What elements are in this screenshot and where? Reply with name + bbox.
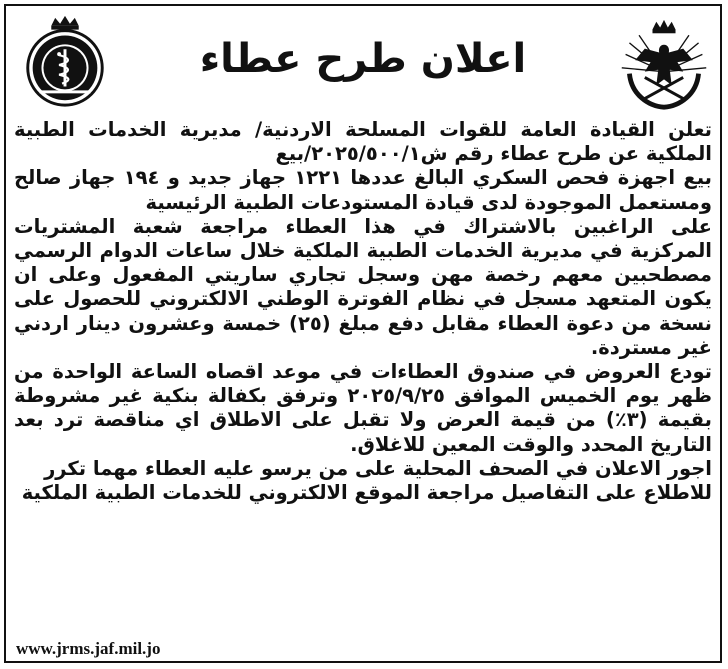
website-link[interactable]: www.jrms.jaf.mil.jo (16, 639, 161, 658)
paragraph-intro: تعلن القيادة العامة للقوات المسلحة الاردنية/ مديرية الخدمات الطبية الملكية عن طرح عطاء رقم ش٢٠٢٥/٥٠٠/١/بيع (14, 118, 712, 166)
paragraph-fees: اجور الاعلان في الصحف المحلية على من يرسو عليه العطاء مهما تكرر (44, 456, 712, 480)
paragraph-eligibility: على الراغبين بالاشتراك في هذا العطاء مراجعة شعبة المشتريات المركزية في مديرية الخدمات الطبية الملكية خلال ساعات الدوام الرسمي مصطحبين معهم رخصة مهن وسجل تجاري ساريتي المفعول وعلى ان يكون المتعهد مسجل في نظام الفوترة الوطني الالكتروني للحصول على نسخة من دعوة العطاء مقابل دفع مبلغ (٢٥) خمسة وعشرون دينار اردني غير مستردة. (14, 214, 713, 359)
announcement-frame (4, 4, 722, 663)
royal-medical-services-emblem-icon (16, 12, 114, 110)
page-title: اعلان طرح عطاء (199, 36, 527, 82)
armed-forces-eagle-emblem-icon (616, 16, 712, 112)
paragraph-details: للاطلاع على التفاصيل مراجعة الموقع الالكتروني للخدمات الطبية الملكية (21, 481, 712, 505)
paragraph-submission: تودع العروض في صندوق العطاءات في موعد اقصاه الساعة الواحدة من ظهر يوم الخميس الموافق ٢٠٢٥/٩/٢٥ وترفق بكفالة بنكية غير مشروطة بقيمة (٣٪) من قيمة العرض ولا تقبل على الاطلاق اي مناقصة ترد بعد التاريخ المحدد والوقت المعين للاغلاق. (14, 360, 712, 456)
announcement-body (14, 118, 712, 505)
header (6, 6, 720, 116)
paragraph-subject: بيع اجهزة فحص السكري البالغ عددها ١٢٢١ جهاز جديد و ١٩٤ جهاز صالح ومستعمل الموجودة لدى قيادة المستودعات الطبية الرئيسية (14, 166, 712, 214)
